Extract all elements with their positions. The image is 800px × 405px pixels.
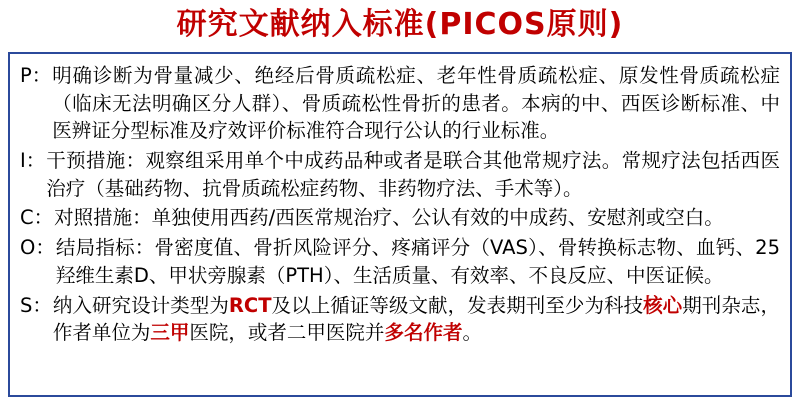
highlighted-term: 多名作者 [384,321,463,345]
text-segment: 期刊杂志，作者单位为 [52,293,780,345]
criteria-text [52,62,780,145]
criteria-item [20,204,780,232]
page-title: 研究文献纳入标准(PICOS原则) [176,7,624,42]
criteria-label: P： [20,64,52,87]
criteria-text [46,147,780,202]
criteria-item [20,234,780,289]
criteria-text [53,292,780,347]
criteria-label: O： [20,236,55,260]
criteria-item [20,62,780,145]
criteria-label: S： [20,293,52,317]
text-segment: 。 [462,321,482,345]
criteria-box [8,52,792,397]
text-segment: 干预措施：观察组采用单个中成药品种或者是联合其他常规疗法。常规疗法包括西医治疗（基础药物、抗骨质疏松症药物、非药物疗法、手术等）。 [46,149,780,200]
text-segment: 纳入研究设计类型为 [52,293,229,317]
highlighted-term: 三甲 [150,321,190,345]
highlighted-term: 核心 [643,293,683,317]
criteria-list [20,62,780,347]
text-segment: 医院，或者二甲医院并 [189,321,385,345]
criteria-label: I： [20,149,46,173]
text-segment: 明确诊断为骨量减少、绝经后骨质疏松症、老年性骨质疏松症、原发性骨质疏松症（临床无法明确区分人群）、骨质疏松性骨折的患者。本病的中、西医诊断标准、中医辨证分型标准及疗效评价标准符合现行公认的行业标准。 [52,64,780,143]
criteria-item [20,292,780,347]
text-segment: 结局指标：骨密度值、骨折风险评分、疼痛评分（VAS）、骨转换标志物、血钙、25羟维生素D、甲状旁腺素（PTH）、生活质量、有效率、不良反应、中医证候。 [55,236,780,287]
text-segment: 对照措施：单独使用西药/西医常规治疗、公认有效的中成药、安慰剂或空白。 [54,206,724,230]
criteria-item [20,147,780,202]
text-segment: 及以上循证等级文献，发表期刊至少为科技 [271,293,644,317]
criteria-label: C： [20,206,54,230]
criteria-text [54,204,780,232]
highlighted-term: RCT [228,293,272,317]
criteria-text [56,234,780,289]
